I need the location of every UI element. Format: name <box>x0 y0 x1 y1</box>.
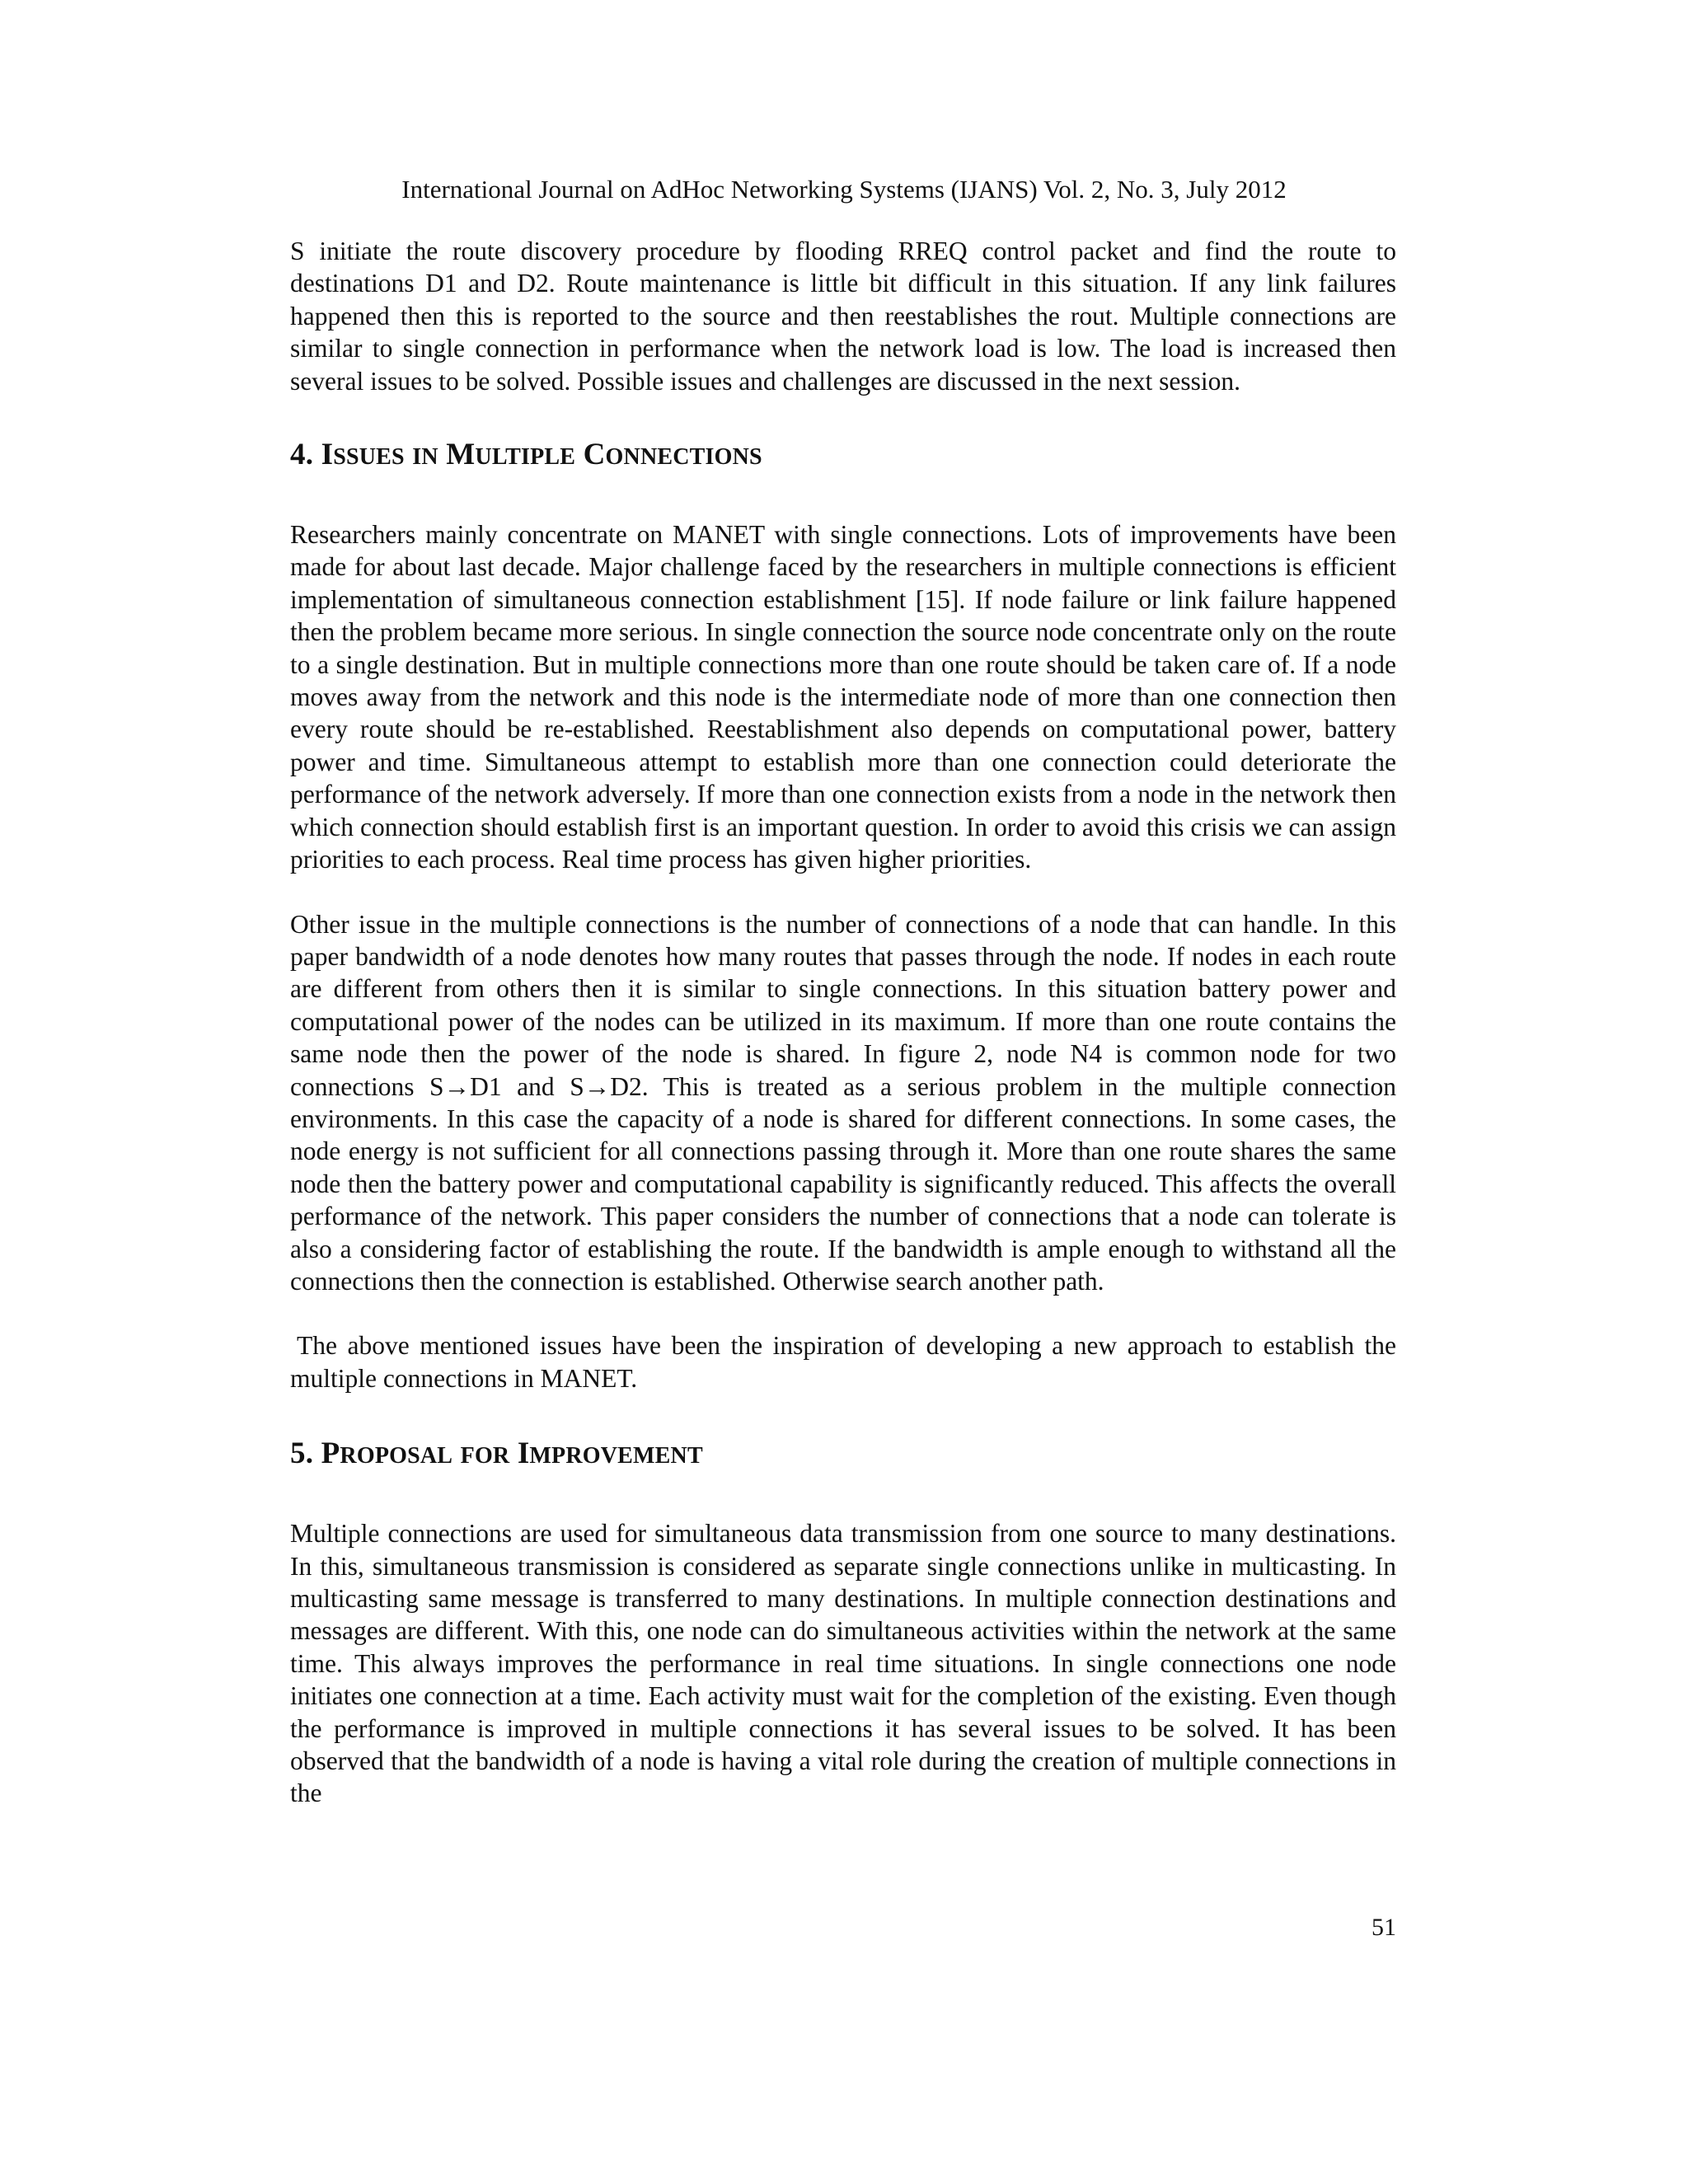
paragraph-other-issue: Other issue in the multiple connections is the number of connections of a node that can handle. In this paper bandwidth of a node denotes how many routes that passes through the node. If nodes in each route are different from others then it is similar to single connections. In this situation battery power and computational power of the nodes can be utilized in its maximum. If more than one route contains the same node then the power of the node is shared. In figure 2, node N4 is common node for two connections S→D1 and S→D2. This is treated as a serious problem in the multiple connection environments. In this case the capacity of a node is shared for different connections. In some cases, the node energy is not sufficient for all connections passing through it. More than one route shares the same node then the battery power and computational capability is significantly reduced. This affects the overall performance of the network. This paper considers the number of connections that a node can tolerate is also a considering factor of establishing the route. If the bandwidth is ample enough to withstand all the connections then the connection is established. Otherwise search another path. <box>290 909 1396 1296</box>
page-number: 51 <box>1372 1914 1396 1941</box>
section-heading-issues: 4. ISSUES IN MULTIPLE CONNECTIONS <box>290 438 762 472</box>
section-heading-proposal: 5. PROPOSAL FOR IMPROVEMENT <box>290 1436 703 1471</box>
section-number: 5. <box>290 1436 314 1471</box>
body-text <box>290 235 1396 1810</box>
paragraph-route-discovery: S initiate the route discovery procedure by flooding RREQ control packet and find the route to destinations D1 and D2. Route maintenance is little bit difficult in this situation. If any link failures happened then this is reported to the source and then reestablishes the rout. Multiple connections are similar to single connection in performance when the network load is low. The load is increased then several issues to be solved. Possible issues and challenges are discussed in the next session. <box>290 237 1396 396</box>
paragraph-researchers: Researchers mainly concentrate on MANET with single connections. Lots of improvements have been made for about last decade. Major challenge faced by the researchers in multiple connections is efficient implementation of simultaneous connection establishment [15]. If node failure or link failure happened then the problem became more serious. In single connection the source node concentrate only on the route to a single destination. But in multiple connections more than one route should be taken care of. If a node moves away from the network and this node is the intermediate node of more than one connection then every route should be re-established. Reestablishment also depends on computational power, battery power and time. Simultaneous attempt to establish more than one connection could deteriorate the performance of the network adversely. If more than one connection exists from a node in the network then which connection should establish first is an important question. In order to avoid this crisis we can assign priorities to each process. Real time process has given higher priorities. <box>290 520 1396 874</box>
paragraph-multiple-connections: Multiple connections are used for simultaneous data transmission from one source to many destinations. In this, simultaneous transmission is considered as separate single connections unlike in multicasting. In multicasting same message is transferred to many destinations. In multiple connection destinations and messages are different. With this, one node can do simultaneous activities within the network at the same time. This always improves the performance in real time situations. In single connections one node initiates one connection at a time. Each activity must wait for the completion of the existing. Even though the performance is improved in multiple connections it has several issues to be solved. It has been observed that the bandwidth of a node is having a vital role during the creation of multiple connections in the <box>290 1519 1396 1808</box>
paragraph-inspiration: The above mentioned issues have been the inspiration of developing a new approach to establish the multiple connections in MANET. <box>290 1331 1396 1393</box>
journal-running-header: International Journal on AdHoc Networking Systems (IJANS) Vol. 2, No. 3, July 2012 <box>401 175 1287 204</box>
section-number: 4. <box>290 438 314 472</box>
